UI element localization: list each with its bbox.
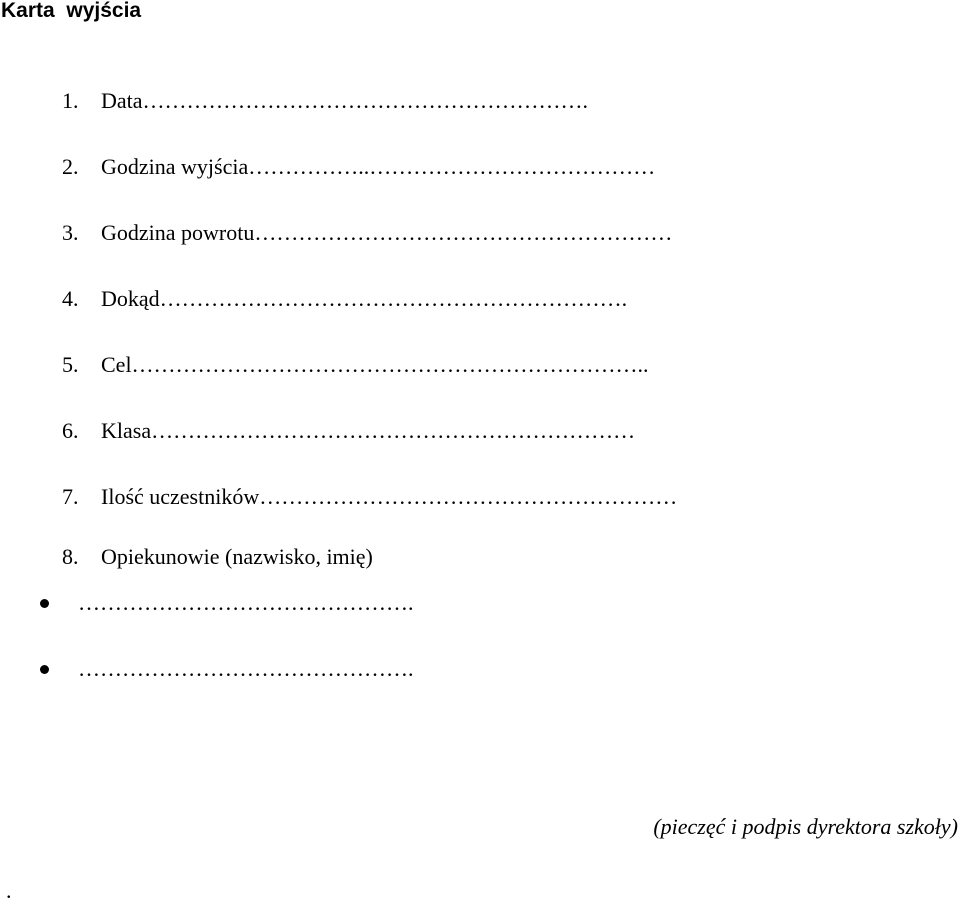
item-number: 5. xyxy=(62,352,79,377)
item-number: 3. xyxy=(62,220,79,245)
item-number: 6. xyxy=(62,418,79,443)
item-number: 4. xyxy=(62,286,79,311)
bullet-icon xyxy=(40,599,49,608)
field-participant-count-label: Ilość uczestników………………………………………………… xyxy=(101,484,678,509)
field-guardians-label: Opiekunowie (nazwisko, imię) xyxy=(101,544,373,569)
field-guardians xyxy=(40,518,373,596)
field-departure-time-label: Godzina wyjścia……………..………………………………… xyxy=(101,154,656,179)
field-purpose-label: Cel…………………………………………………………….. xyxy=(101,352,649,377)
item-number: 7. xyxy=(62,484,79,509)
guardian-list-item xyxy=(40,590,414,616)
field-return-time-label: Godzina powrotu………………………………………………… xyxy=(101,220,673,245)
field-class-label: Klasa………………………………………………………… xyxy=(101,418,636,443)
item-number: 8. xyxy=(62,544,79,569)
document-title: Karta wyjścia xyxy=(1,0,142,22)
guardian-entry-line: ………………………………………. xyxy=(78,590,414,615)
field-date-label: Data……………………………………………………. xyxy=(101,88,589,113)
principal-signature-caption: (pieczęć i podpis dyrektora szkoły) xyxy=(653,814,958,839)
item-number: 1. xyxy=(62,88,79,113)
bullet-icon xyxy=(40,665,49,674)
guardian-entry-line: ………………………………………. xyxy=(78,656,414,681)
guardian-list-item xyxy=(40,656,414,682)
stray-mark: . xyxy=(6,878,12,903)
item-number: 2. xyxy=(62,154,79,179)
field-destination-label: Dokąd………………………………………………………. xyxy=(101,286,628,311)
